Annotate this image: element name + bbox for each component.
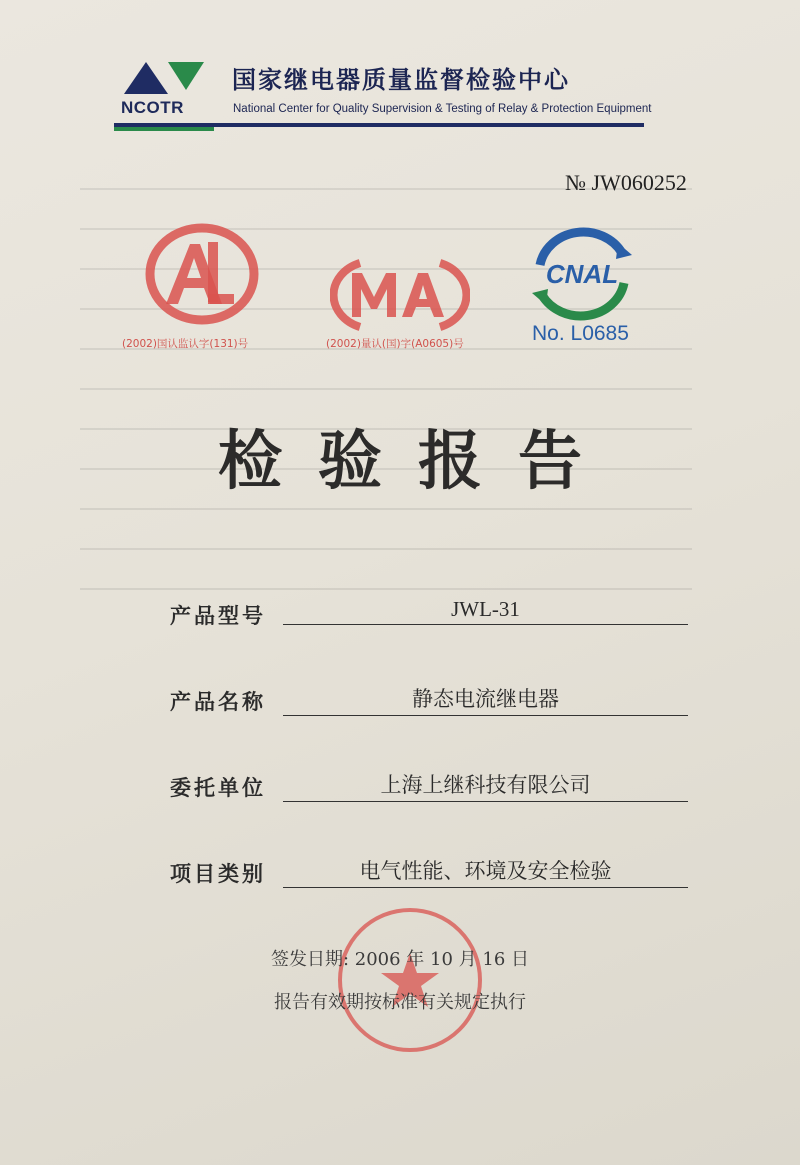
official-seal-icon xyxy=(335,905,485,1055)
validity-note: 报告有效期按标准有关规定执行 xyxy=(274,992,526,1013)
field-value-product-name: 静态电流继电器 xyxy=(283,683,688,716)
cnal-logo-icon xyxy=(522,225,642,323)
cma-stamp-icon xyxy=(330,255,470,335)
cnal-number: No. L0685 xyxy=(532,322,629,345)
issue-date: 签发日期: 2006 年 10 月 16 日 xyxy=(270,949,529,970)
cal-caption: (2002)国认监认字(131)号 xyxy=(122,338,249,350)
report-title: 检验报告 xyxy=(218,425,618,499)
header-rule-accent xyxy=(114,127,214,131)
svg-text:CNAL: CNAL xyxy=(545,259,619,289)
field-value-category: 电气性能、环境及安全检验 xyxy=(283,855,688,888)
field-label-model: 产品型号 xyxy=(170,604,266,628)
cma-caption: (2002)量认(国)字(A0605)号 xyxy=(326,338,464,350)
field-value-client: 上海上继科技有限公司 xyxy=(283,769,688,802)
field-label-category: 项目类别 xyxy=(170,862,266,886)
logo-text: NCOTR xyxy=(121,98,184,117)
field-value-model: JWL-31 xyxy=(283,597,688,625)
center-name-cn: 国家继电器质量监督检验中心 xyxy=(232,66,570,94)
cal-stamp-icon xyxy=(140,222,270,337)
report-number: № JW060252 xyxy=(565,170,687,195)
field-label-client: 委托单位 xyxy=(170,776,266,800)
field-label-product-name: 产品名称 xyxy=(170,690,266,714)
center-name-en: National Center for Quality Supervision & Testing of Relay & Protection Equipment xyxy=(233,103,652,115)
